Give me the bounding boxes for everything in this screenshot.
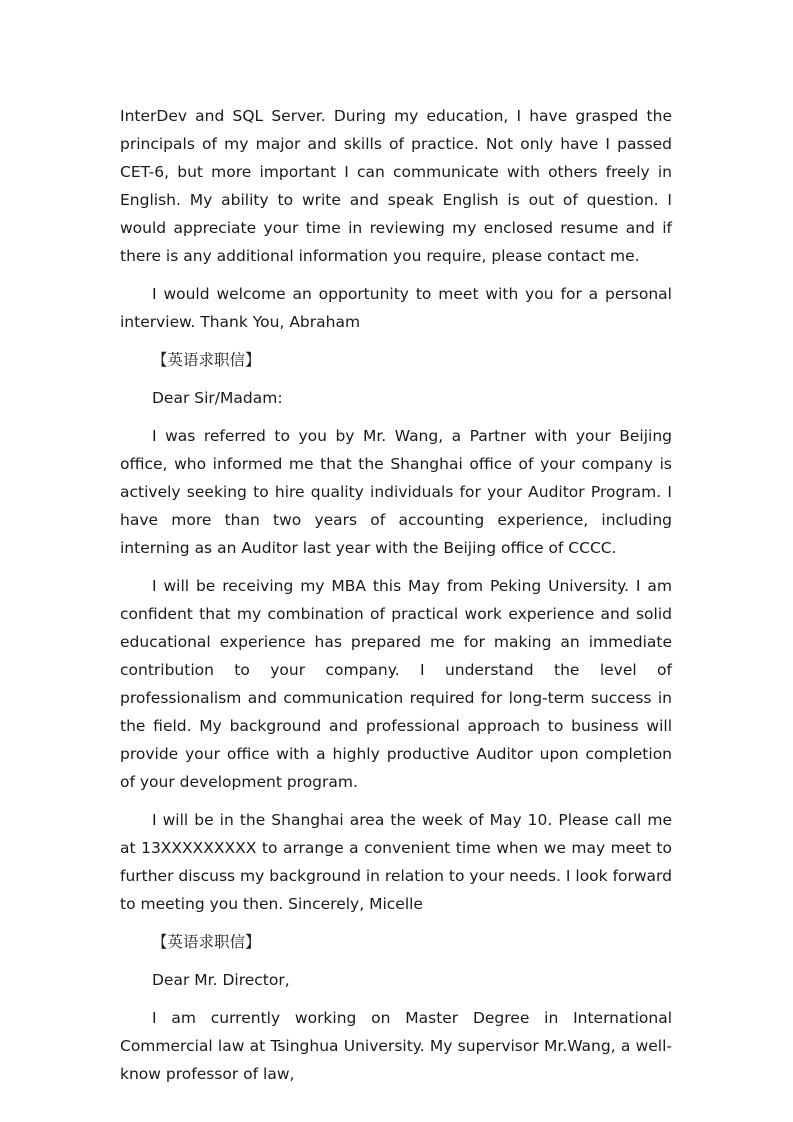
section-heading: 【英语求职信】 [152,351,261,369]
paragraph-continuation: InterDev and SQL Server. During my education, I have grasped the principals of my major and skills of practice. Not only have I passed CET-6, but more important I can communicate with others freely in English. My ability to write and speak English is out of question. I would appreciate your time in reviewing my enclosed resume and if there is any additional information you require, please contact me. [120,107,672,265]
document-body [120,102,672,1098]
paragraph-body: I am currently working on Master Degree in International Commercial law at Tsinghua University. My supervisor Mr.Wang, a well-know professor of law, [120,1009,672,1083]
paragraph-body: I was referred to you by Mr. Wang, a Partner with your Beijing office, who informed me that the Shanghai office of your company is actively seeking to hire quality individuals for your Auditor Program. I have more than two years of accounting experience, including interning as an Auditor last year with the Beijing office of CCCC. [120,427,672,557]
salutation: Dear Mr. Director, [152,971,290,989]
salutation: Dear Sir/Madam: [152,389,283,407]
section-heading: 【英语求职信】 [152,933,261,951]
paragraph-closing: I would welcome an opportunity to meet with you for a personal interview. Thank You, Abraham [120,285,672,331]
paragraph-closing: I will be in the Shanghai area the week of May 10. Please call me at 13XXXXXXXXX to arrange a convenient time when we may meet to further discuss my background in relation to your needs. I look forward to meeting you then. Sincerely, Micelle [120,811,672,913]
paragraph-body: I will be receiving my MBA this May from Peking University. I am confident that my combination of practical work experience and solid educational experience has prepared me for making an immediate contribution to your company. I understand the level of professionalism and communication required for long-term success in the field. My background and professional approach to business will provide your office with a highly productive Auditor upon completion of your development program. [120,577,672,791]
